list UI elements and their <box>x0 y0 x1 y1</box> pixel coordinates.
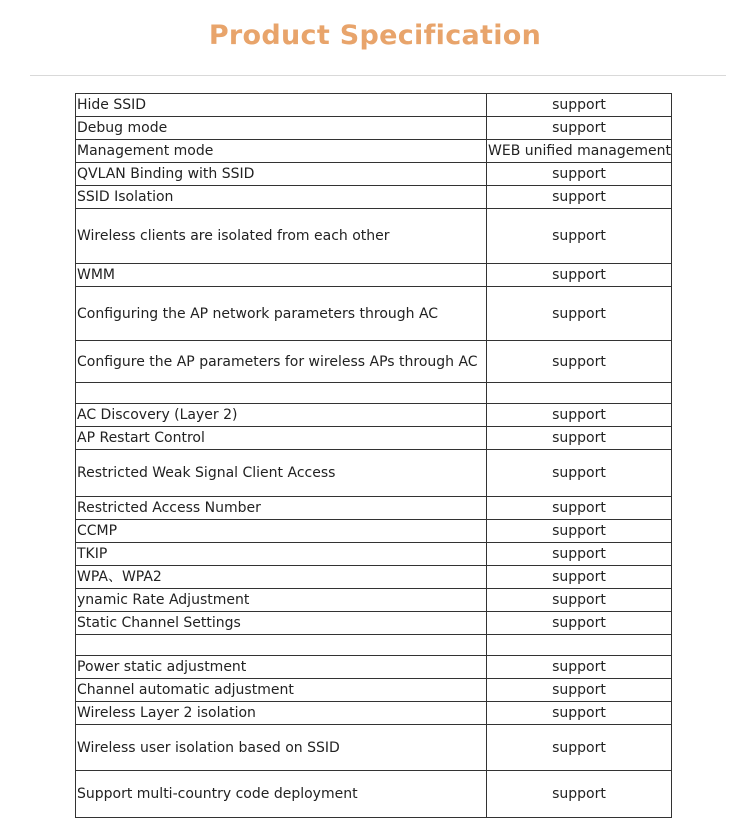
table-row <box>76 264 672 287</box>
spec-value-cell: support <box>487 679 672 702</box>
spec-value-cell: support <box>487 264 672 287</box>
table-row <box>76 679 672 702</box>
spec-feature-cell <box>76 635 487 656</box>
spec-feature-cell: Static Channel Settings <box>76 612 487 635</box>
table-row <box>76 383 672 404</box>
spec-feature-cell: Wireless user isolation based on SSID <box>76 725 487 771</box>
spec-table <box>75 93 672 818</box>
table-row <box>76 543 672 566</box>
spec-value-cell <box>487 383 672 404</box>
table-row <box>76 404 672 427</box>
spec-value-cell: support <box>487 404 672 427</box>
spec-feature-cell: Management mode <box>76 140 487 163</box>
spec-value-cell: support <box>487 497 672 520</box>
table-row <box>76 612 672 635</box>
spec-table-body <box>76 94 672 818</box>
spec-feature-cell: TKIP <box>76 543 487 566</box>
spec-feature-cell: AC Discovery (Layer 2) <box>76 404 487 427</box>
table-row <box>76 427 672 450</box>
spec-feature-cell: Restricted Access Number <box>76 497 487 520</box>
page-title: Product Specification <box>208 20 542 51</box>
table-row <box>76 771 672 818</box>
spec-value-cell: support <box>487 612 672 635</box>
table-row <box>76 186 672 209</box>
spec-feature-cell: Debug mode <box>76 117 487 140</box>
table-row <box>76 497 672 520</box>
table-row <box>76 635 672 656</box>
spec-feature-cell: AP Restart Control <box>76 427 487 450</box>
spec-feature-cell: ynamic Rate Adjustment <box>76 589 487 612</box>
table-row <box>76 589 672 612</box>
table-row <box>76 287 672 341</box>
table-row <box>76 94 672 117</box>
spec-feature-cell: SSID Isolation <box>76 186 487 209</box>
spec-feature-cell: CCMP <box>76 520 487 543</box>
table-row <box>76 163 672 186</box>
table-row <box>76 450 672 497</box>
spec-value-cell: support <box>487 117 672 140</box>
spec-feature-cell: Power static adjustment <box>76 656 487 679</box>
spec-value-cell: support <box>487 656 672 679</box>
spec-feature-cell: WMM <box>76 264 487 287</box>
table-row <box>76 341 672 383</box>
table-row <box>76 702 672 725</box>
spec-value-cell: support <box>487 94 672 117</box>
spec-feature-cell: Channel automatic adjustment <box>76 679 487 702</box>
spec-value-cell: support <box>487 209 672 264</box>
spec-feature-cell <box>76 383 487 404</box>
spec-value-cell: support <box>487 771 672 818</box>
spec-value-cell: support <box>487 186 672 209</box>
spec-feature-cell: WPA、WPA2 <box>76 566 487 589</box>
spec-feature-cell: Configure the AP parameters for wireless APs through AC <box>76 341 487 383</box>
spec-value-cell: support <box>487 427 672 450</box>
spec-value-cell: support <box>487 450 672 497</box>
table-row <box>76 209 672 264</box>
spec-value-cell: WEB unified management <box>487 140 672 163</box>
table-row <box>76 520 672 543</box>
spec-value-cell: support <box>487 702 672 725</box>
table-row <box>76 117 672 140</box>
spec-feature-cell: Hide SSID <box>76 94 487 117</box>
spec-value-cell: support <box>487 287 672 341</box>
spec-value-cell: support <box>487 520 672 543</box>
spec-feature-cell: Wireless Layer 2 isolation <box>76 702 487 725</box>
table-row <box>76 566 672 589</box>
spec-value-cell: support <box>487 163 672 186</box>
spec-feature-cell: Support multi-country code deployment <box>76 771 487 818</box>
spec-feature-cell: Restricted Weak Signal Client Access <box>76 450 487 497</box>
table-row <box>76 656 672 679</box>
spec-value-cell: support <box>487 543 672 566</box>
table-row <box>76 725 672 771</box>
spec-value-cell: support <box>487 341 672 383</box>
spec-feature-cell: QVLAN Binding with SSID <box>76 163 487 186</box>
spec-value-cell: support <box>487 725 672 771</box>
title-divider <box>30 75 726 76</box>
spec-feature-cell: Configuring the AP network parameters through AC <box>76 287 487 341</box>
spec-value-cell: support <box>487 566 672 589</box>
spec-feature-cell: Wireless clients are isolated from each other <box>76 209 487 264</box>
spec-value-cell <box>487 635 672 656</box>
table-row <box>76 140 672 163</box>
spec-value-cell: support <box>487 589 672 612</box>
